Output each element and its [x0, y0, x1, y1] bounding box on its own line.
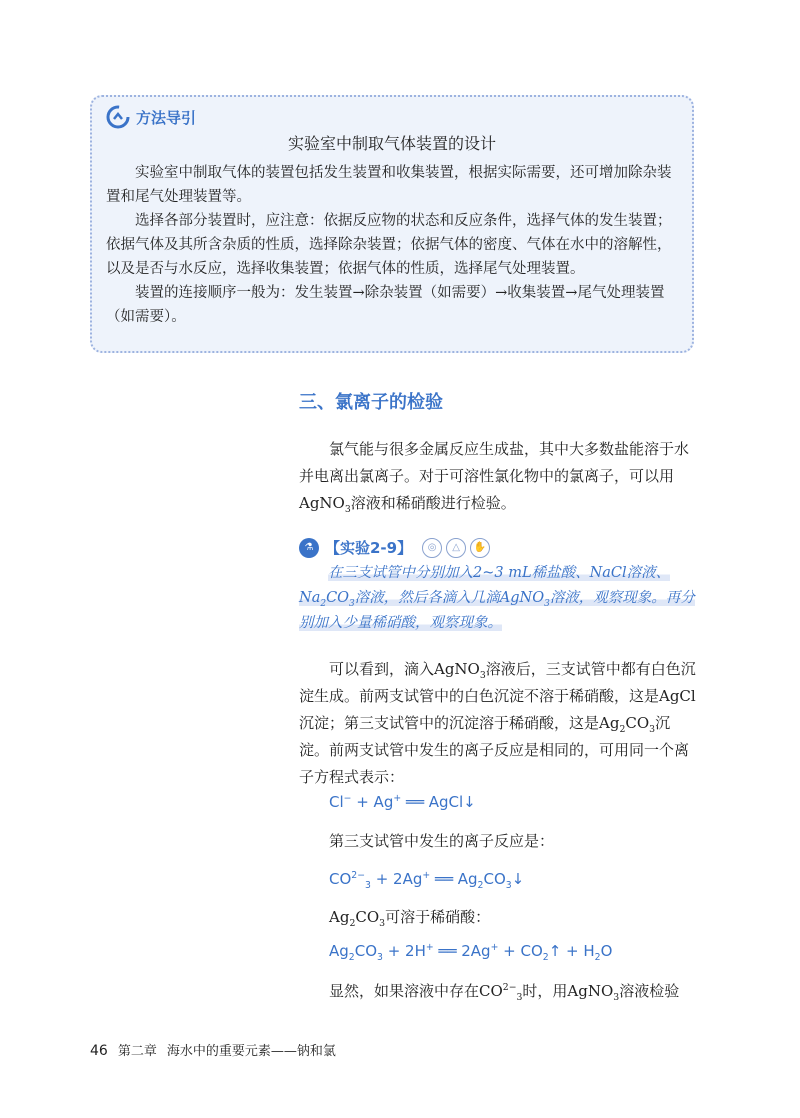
hazard-icon: △: [446, 538, 466, 558]
subscript: 3: [349, 598, 355, 609]
method-body: [106, 161, 680, 329]
method-title: 实验室中制取气体装置的设计: [287, 134, 496, 153]
subscript: 3: [613, 992, 620, 1003]
line-text: 溶液检验: [619, 982, 680, 1000]
eq-term: CO: [354, 942, 377, 960]
subscript: 2: [477, 880, 484, 891]
experiment-title: 【实验2-9】: [325, 539, 413, 557]
eq-term: + CO: [498, 942, 543, 960]
subscript: 3: [365, 880, 371, 891]
eq-term: ↓: [511, 870, 525, 888]
flask-icon: ⚗: [299, 538, 319, 558]
intro-text: 溶液和稀硝酸进行检验。: [350, 494, 516, 512]
eq-term: ══ AgCl↓: [401, 793, 476, 811]
equation-ag2co3: [329, 870, 525, 891]
page-number: 46: [90, 1043, 108, 1059]
subscript: 3: [479, 670, 486, 681]
eq-term: + 2H: [382, 942, 426, 960]
superscript: +: [393, 793, 402, 804]
third-tube-line: 第三支试管中发生的离子反应是：: [329, 832, 555, 850]
method-guide-label: 方法导引: [136, 108, 197, 127]
subscript: 2: [542, 952, 549, 963]
chapter-label: 第二章: [117, 1044, 157, 1059]
line-text: 可溶于稀硝酸：: [385, 908, 491, 926]
experiment-text: 溶液，观察现象。再分别加入少量稀硝酸，观察现象。: [299, 590, 695, 631]
eq-term: CO: [329, 870, 352, 888]
experiment-text: 在三支试管中分别加入2~3 mL稀盐酸、NaCl溶液、Na: [299, 565, 671, 606]
intro-paragraph: [299, 436, 699, 517]
experiment-header: [299, 537, 490, 558]
method-paragraph: 选择各部分装置时，应注意：依据反应物的状态和反应条件，选择气体的发生装置；依据气体及其所含杂质的性质，选择除杂装置；依据气体的密度、气体在水中的溶解性，以及是否与水反应，选择收集装置；依据气体的性质，选择尾气处理装置。: [106, 213, 672, 277]
observation-text: 溶液后，三支试管中都有白色沉淀生成。前两支试管中的白色沉淀不溶于稀硝酸，这是AgCl沉淀；第三支试管中的沉淀溶于稀硝酸，这是Ag: [299, 660, 696, 732]
eq-term: ══ Ag: [430, 870, 478, 888]
eq-term: ↑ + H: [548, 942, 595, 960]
subscript: 3: [377, 952, 383, 963]
chapter-title: 海水中的重要元素——钠和氯: [166, 1044, 336, 1059]
superscript: +: [425, 942, 434, 953]
experiment-text: CO: [326, 590, 350, 606]
dissolve-line: [329, 906, 490, 927]
superscript: +: [490, 942, 499, 953]
subscript: 2: [349, 918, 356, 929]
subscript: 3: [544, 598, 550, 609]
superscript: 2−: [502, 982, 517, 993]
page-footer: [90, 1040, 336, 1059]
superscript: −: [343, 793, 352, 804]
method-guide-box: [90, 95, 694, 353]
wash-hands-icon: ✋: [470, 538, 490, 558]
subscript: 2: [348, 952, 355, 963]
method-paragraph: 装置的连接顺序一般为：发生装置→除杂装置（如需要）→收集装置→尾气处理装置（如需要）。: [106, 285, 665, 325]
subscript: 3: [516, 992, 523, 1003]
experiment-text: 溶液，然后各滴入几滴AgNO: [354, 590, 545, 606]
subscript: 2: [594, 952, 601, 963]
line-text: Ag: [329, 908, 350, 926]
method-paragraph: 实验室中制取气体的装置包括发生装置和收集装置，根据实际需要，还可增加除杂装置和尾气处理装置等。: [106, 165, 672, 205]
subscript: 3: [505, 880, 512, 891]
eq-term: Cl: [329, 793, 344, 811]
observation-text: 沉淀。前两支试管中发生的离子反应是相同的，可用同一个离子方程式表示：: [299, 714, 690, 786]
eq-term: ══ 2Ag: [433, 942, 491, 960]
subscript: 3: [344, 504, 351, 515]
eq-term: + 2Ag: [370, 870, 423, 888]
experiment-body: [299, 561, 699, 636]
superscript: +: [422, 870, 431, 881]
equation-dissolve: [329, 942, 613, 963]
method-header: [106, 105, 196, 129]
last-line: [329, 980, 679, 1001]
intro-text: 氯气能与很多金属反应生成盐，其中大多数盐能溶于水并电离出氯离子。对于可溶性氯化物中的氯离子，可以用AgNO: [299, 440, 690, 512]
subscript: 2: [619, 724, 626, 735]
subscript: 3: [379, 918, 386, 929]
goggles-icon: ◎: [422, 538, 442, 558]
subscript: 2: [320, 598, 327, 609]
section-heading: 三、氯离子的检验: [299, 392, 443, 413]
eq-term: Ag: [329, 942, 349, 960]
line-text: 时，用AgNO: [522, 982, 614, 1000]
subscript: 3: [649, 724, 656, 735]
equation-agcl: [329, 793, 476, 811]
observation-text: 可以看到，滴入AgNO: [329, 660, 480, 678]
line-text: 显然，如果溶液中存在CO: [329, 982, 503, 1000]
eq-term: O: [600, 942, 613, 960]
eq-term: CO: [483, 870, 506, 888]
eq-term: + Ag: [351, 793, 394, 811]
superscript: 2−: [351, 870, 365, 881]
observation-text: CO: [625, 714, 650, 732]
method-guide-icon: [106, 105, 130, 129]
line-text: CO: [355, 908, 380, 926]
observation-paragraph: [299, 656, 699, 791]
